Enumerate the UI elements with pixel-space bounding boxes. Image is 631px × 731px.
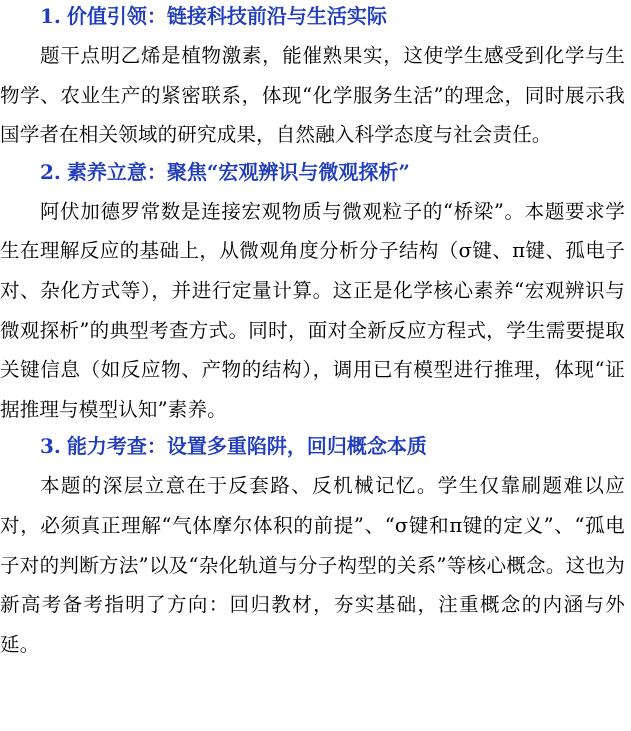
section-ability <box>0 433 625 664</box>
section-paragraph: 阿伏加德罗常数是连接宏观物质与微观粒子的“桥梁”。本题要求学生在理解反应的基础上，从微观角度分析分子结构（σ键、π键、孤电子对、杂化方式等），并进行定量计算。这正是化学核心素养“宏观辨识与微观探析”的典型考查方式。同时，面对全新反应方程式，学生需要提取关键信息（如反应物、产物的结构），调用已有模型进行推理，体现“证据推理与模型认知”素养。 <box>0 199 625 421</box>
section-paragraph: 本题的深层立意在于反套路、反机械记忆。学生仅靠刷题难以应对，必须真正理解“气体摩尔体积的前提”、“σ键和π键的定义”、“孤电子对的判断方法”以及“杂化轨道与分子构型的关系”等核心概念。这也为新高考备考指明了方向：回归教材，夯实基础，注重概念的内涵与外延。 <box>0 474 625 656</box>
section-title: 价值引领：链接科技前沿与生活实际 <box>66 4 387 28</box>
section-paragraph: 题干点明乙烯是植物激素，能催熟果实，这使学生感受到化学与生物学、农业生产的紧密联系，体现“化学服务生活”的理念，同时展示我国学者在相关领域的研究成果，自然融入科学态度与社会责任。 <box>0 44 625 147</box>
section-number: 1. <box>40 4 61 28</box>
section-value-guidance <box>0 3 625 155</box>
section-heading <box>0 3 625 29</box>
section-title: 能力考查：设置多重陷阱，回归概念本质 <box>66 434 427 459</box>
document-page <box>0 3 631 731</box>
section-literacy <box>0 159 625 430</box>
section-title: 素养立意：聚焦“宏观辨识与微观探析” <box>66 159 410 184</box>
section-number: 2. <box>40 159 61 184</box>
section-number: 3. <box>40 434 61 459</box>
section-heading <box>0 159 625 185</box>
section-heading <box>0 433 625 459</box>
